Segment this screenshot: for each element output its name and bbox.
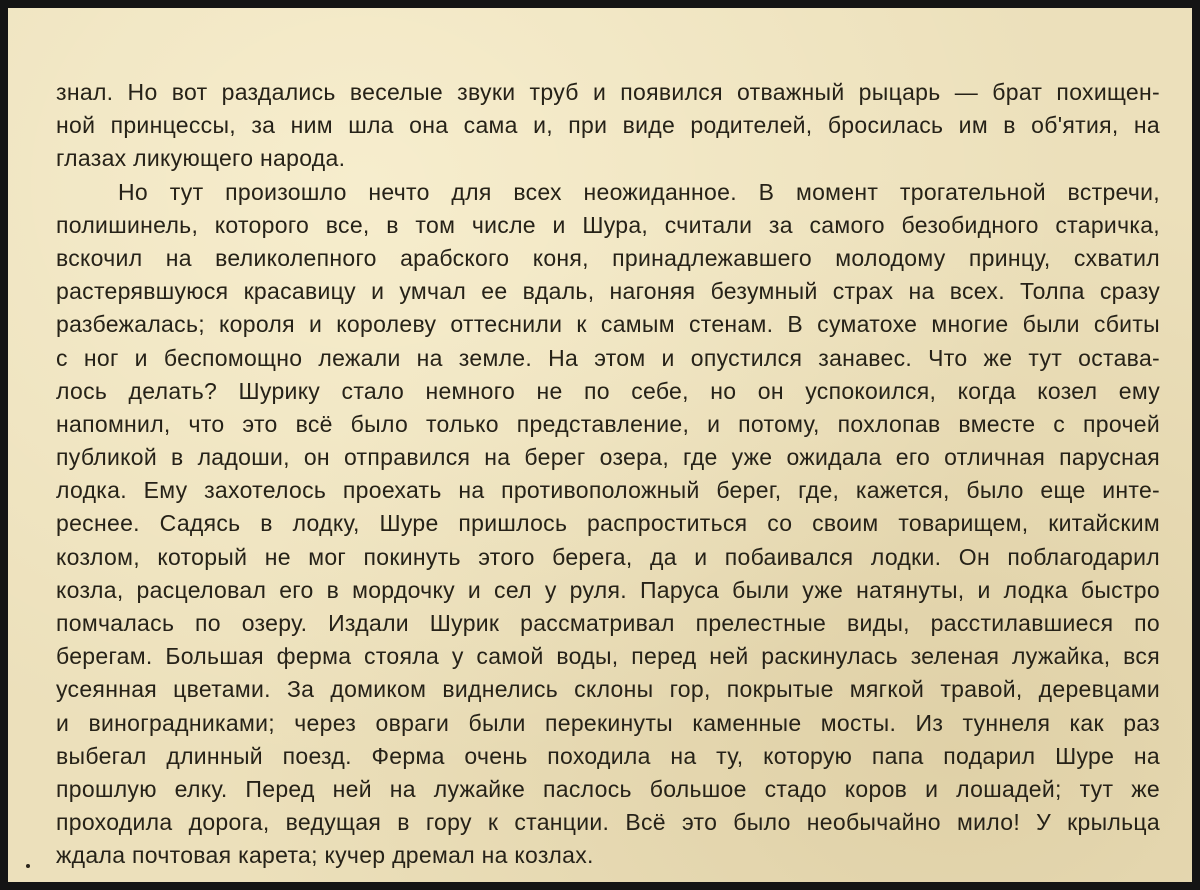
- text-line: лось делать? Шурику стало немного не по себе, но он успокоился, когда козел ему: [56, 377, 1160, 404]
- text-line: ной принцессы, за ним шла она сама и, при виде родителей, бросилась им в об'ятия, на: [56, 112, 1160, 139]
- text-line: глазах ликующего народа.: [56, 145, 346, 172]
- text-line: выбегал длинный поезд. Ферма очень походила на ту, которую папа подарил Шуре на: [56, 742, 1160, 769]
- text-line: публикой в ладоши, он отправился на берег озера, где уже ожидала его отличная парусная: [56, 444, 1160, 471]
- text-line: и виноградниками; через овраги были перекинуты каменные мосты. Из туннеля как раз: [56, 709, 1160, 736]
- paragraph-first-line: Но тут произошло нечто для всех неожиданное. В момент трогательной встречи,: [118, 178, 1160, 205]
- text-line: козлом, который не мог покинуть этого берега, да и побаивался лодки. Он поблагодарил: [56, 543, 1160, 570]
- text-line: берегам. Большая ферма стояла у самой воды, перед ней раскинулась зеленая лужайка, вся: [56, 643, 1160, 670]
- text-line: козла, расцеловал его в мордочку и сел у руля. Паруса были уже натянуты, и лодка быстро: [56, 576, 1160, 603]
- text-line: напомнил, что это всё было только представление, и потому, похлопав вместе с прочей: [56, 410, 1160, 437]
- text-line: вскочил на великолепного арабского коня, принадлежавшего молодому принцу, схватил: [56, 244, 1160, 271]
- text-line: растерявшуюся красавицу и умчал ее вдаль, нагоняя безумный страх на всех. Толпа сразу: [56, 278, 1160, 305]
- text-line: полишинель, которого все, в том числе и Шура, считали за самого безобидного старичка,: [56, 211, 1160, 238]
- text-line: проходила дорога, ведущая в гору к станции. Всё это было необычайно мило! У крыльца: [56, 809, 1160, 836]
- text-line: знал. Но вот раздались веселые звуки труб и появился отважный рыцарь — брат похищен-: [56, 79, 1160, 105]
- text-line: лодка. Ему захотелось проехать на противоположный берег, где, кажется, было еще инте-: [56, 477, 1160, 504]
- text-line: прошлую елку. Перед ней на лужайке паслось большое стадо коров и лошадей; тут же: [56, 775, 1160, 802]
- text-line: ждала почтовая карета; кучер дремал на козлах.: [56, 842, 594, 869]
- text-line: усеянная цветами. За домиком виднелись склоны гор, покрытые мягкой травой, деревцами: [56, 676, 1160, 703]
- text-line: разбежалась; короля и королеву оттеснили к самым стенам. В суматохе многие были сбиты: [56, 311, 1160, 338]
- page-text: [56, 76, 1160, 873]
- text-line: помчалась по озеру. Издали Шурик рассматривал прелестные виды, расстилавшиеся по: [56, 610, 1160, 636]
- text-line: реснее. Садясь в лодку, Шуре пришлось распроститься со своим товарищем, китайским: [56, 510, 1160, 537]
- text-line: с ног и беспомощно лежали на земле. На этом и опустился занавес. Что же тут остава-: [56, 344, 1160, 371]
- ink-speck: [26, 864, 30, 868]
